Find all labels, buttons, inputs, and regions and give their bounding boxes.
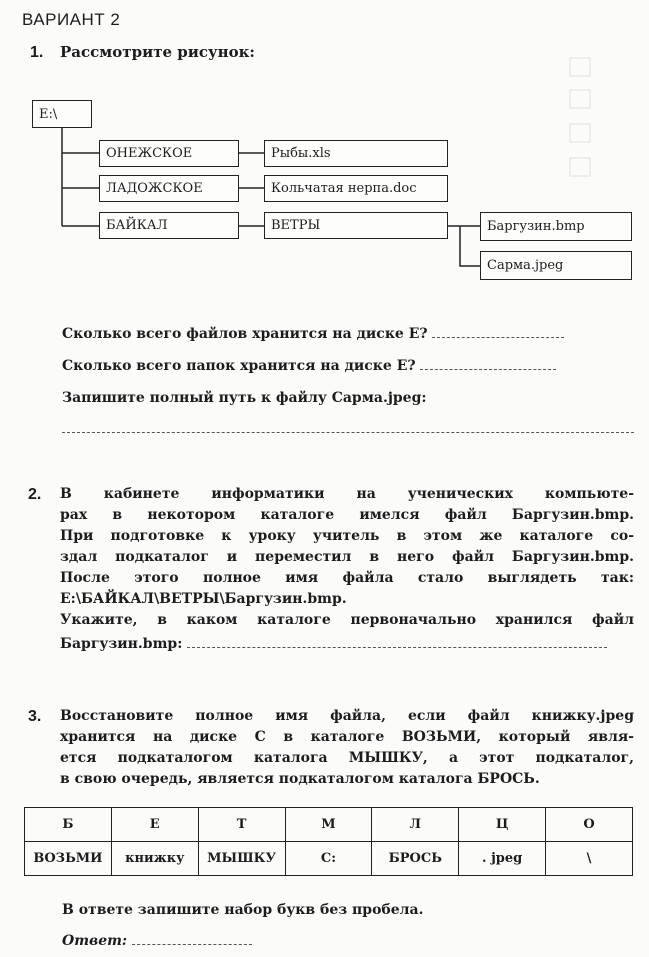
tree-root-drive: E:\ (32, 100, 92, 128)
question-files-count: Сколько всего файлов хранится на диске Е? (62, 326, 428, 342)
task2-line: здал подкаталог и переместил в него файл Баргузин.bmp. (60, 549, 634, 565)
question-folders-count-row (62, 356, 636, 377)
task2-answer-prefix: Баргузин.bmp: (60, 636, 183, 652)
variant-title: ВАРИАНТ 2 (22, 10, 121, 29)
task2-number: 2. (28, 486, 42, 503)
task1-prompt: Рассмотрите рисунок: (60, 43, 255, 61)
task2-answer-row (60, 634, 634, 655)
task3-body (60, 706, 634, 790)
tree-folder-baikal: БАЙКАЛ (99, 212, 239, 239)
table-cell-value: С: (285, 842, 372, 876)
table-cell-letter: Л (372, 808, 459, 842)
task3-answer-row (62, 931, 252, 952)
table-cell-letter: Т (198, 808, 285, 842)
table-cell-value: БРОСЬ (372, 842, 459, 876)
task3-answer-label: Ответ: (62, 933, 128, 949)
task2-line: После этого полное имя файла стало выглядеть так: (60, 570, 634, 586)
tree-file-kolchataya-nerpa: Кольчатая нерпа.doc (264, 175, 448, 202)
table-cell-value: \ (546, 842, 633, 876)
task2-instruction: Укажите, в каком каталоге первоначально хранился файл (60, 612, 634, 628)
task2-line: В кабинете информатики на ученических компьюте- (60, 486, 634, 502)
task3-number: 3. (28, 708, 42, 725)
tree-folder-ladozhskoe: ЛАДОЖСКОЕ (99, 175, 239, 202)
task2-line: При подготовке к уроку учитель в этом же каталоге со- (60, 528, 634, 544)
answer-blank-path[interactable] (62, 432, 634, 433)
answer-blank-letters[interactable] (132, 944, 252, 945)
table-cell-letter: Ц (459, 808, 546, 842)
answer-blank-folders[interactable] (420, 369, 556, 370)
task3-last-line: в свою очередь, является подкаталогом каталога БРОСЬ. (60, 771, 540, 787)
task2-body (60, 484, 634, 655)
question-full-path: Запишите полный путь к файлу Сарма.jpeg: (62, 390, 427, 406)
task2-path: E:\БАЙКАЛ\ВЕТРЫ\Баргузин.bmp. (60, 591, 347, 607)
tree-folder-vetry: ВЕТРЫ (264, 212, 448, 239)
letter-code-table (24, 807, 633, 876)
table-cell-value: МЫШКУ (198, 842, 285, 876)
tree-file-barguzin: Баргузин.bmp (480, 212, 632, 241)
task3-line: хранится на диске С в каталоге ВОЗЬМИ, который явля- (60, 729, 634, 745)
answer-blank-original-folder[interactable] (187, 647, 607, 648)
table-row-values (25, 842, 633, 876)
tree-file-ryby: Рыбы.xls (264, 140, 448, 167)
task2-line: рах в некотором каталоге имелся файл Баргузин.bmp. (60, 507, 634, 523)
table-row-letters (25, 808, 633, 842)
table-cell-value: книжку (111, 842, 198, 876)
question-folders-count: Сколько всего папок хранится на диске Е? (62, 358, 416, 374)
question-files-count-row (62, 324, 636, 345)
answer-blank-files[interactable] (432, 337, 564, 338)
table-cell-letter: О (546, 808, 633, 842)
tree-file-sarma: Сарма.jpeg (480, 251, 632, 280)
table-cell-value: . jpeg (459, 842, 546, 876)
tree-folder-onezhskoe: ОНЕЖСКОЕ (99, 140, 239, 167)
table-cell-letter: Е (111, 808, 198, 842)
table-cell-value: ВОЗЬМИ (25, 842, 112, 876)
task1-number: 1. (30, 44, 44, 61)
table-cell-letter: Б (25, 808, 112, 842)
task3-line: Восстановите полное имя файла, если файл книжку.jpeg (60, 708, 634, 724)
table-cell-letter: М (285, 808, 372, 842)
task3-note: В ответе запишите набор букв без пробела. (62, 902, 424, 918)
task3-line: ется подкаталогом каталога МЫШКУ, а этот подкаталог, (60, 750, 634, 766)
